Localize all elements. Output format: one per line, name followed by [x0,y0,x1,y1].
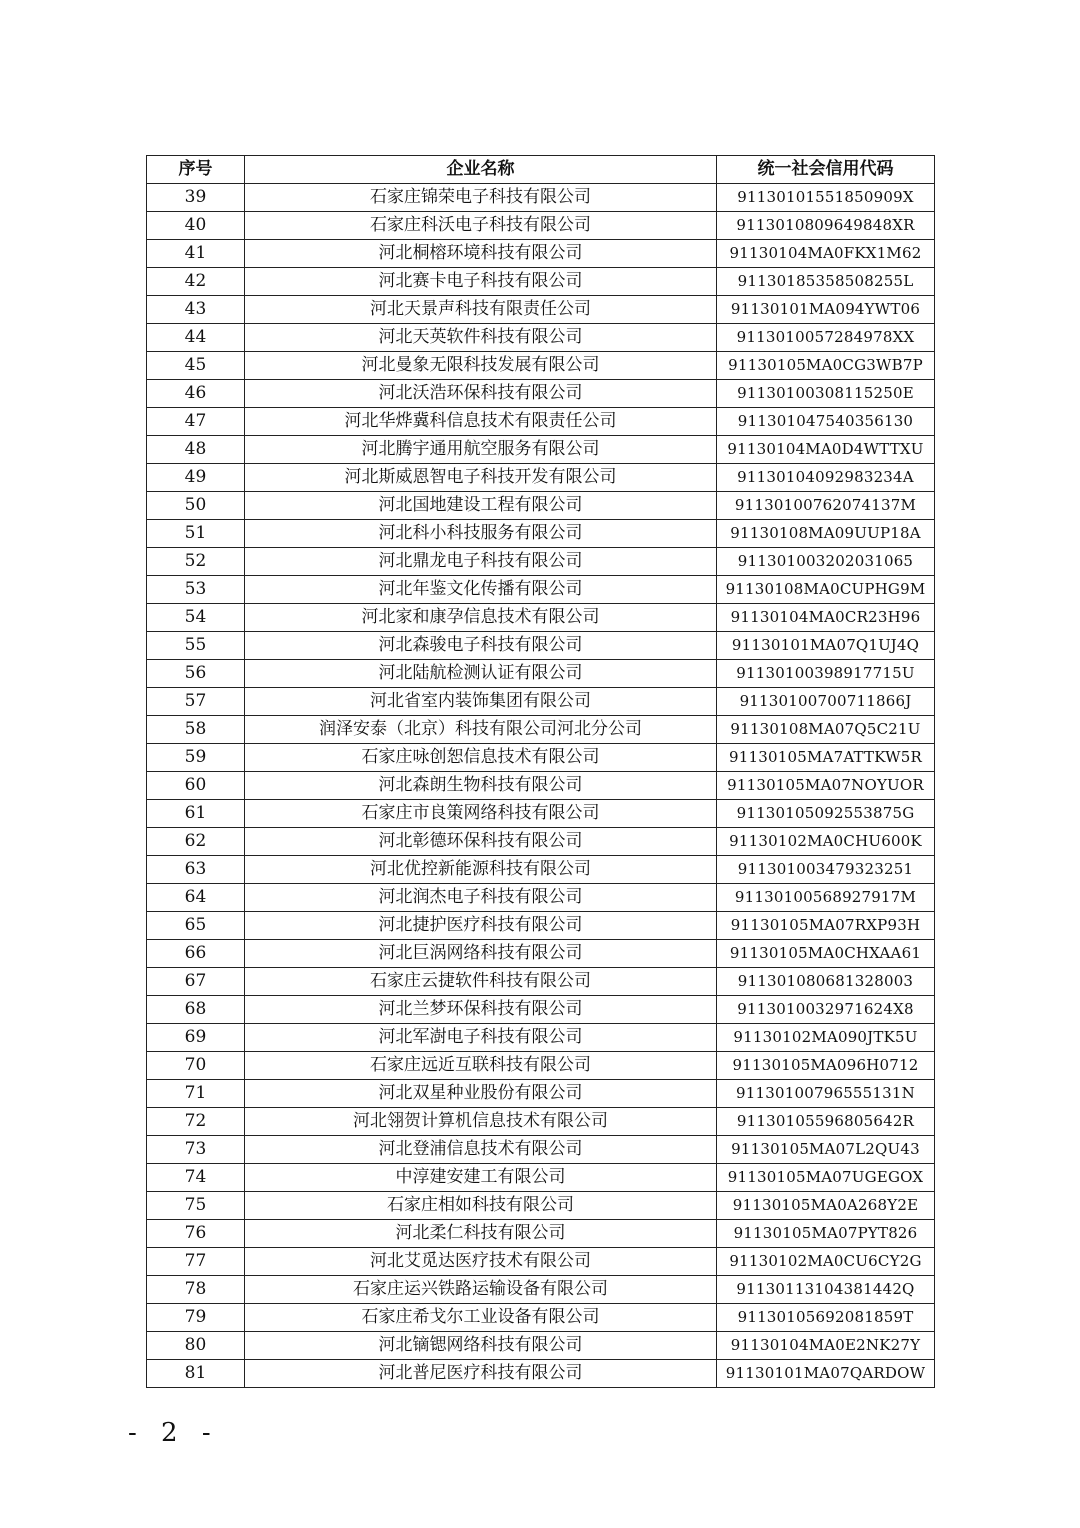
row-serial: 42 [147,268,245,296]
row-credit-code: 9113010809649848XR [717,212,935,240]
row-credit-code: 91130100700711866J [717,688,935,716]
row-serial: 65 [147,912,245,940]
row-credit-code: 91130100762074137M [717,492,935,520]
table-row [147,660,935,688]
row-company-name: 河北优控新能源科技有限公司 [245,856,717,884]
row-credit-code: 91130105596805642R [717,1108,935,1136]
row-company-name: 河北艾觅达医疗技术有限公司 [245,1248,717,1276]
row-serial: 62 [147,828,245,856]
row-serial: 61 [147,800,245,828]
table-row [147,996,935,1024]
row-company-name: 河北润杰电子科技有限公司 [245,884,717,912]
row-serial: 74 [147,1164,245,1192]
table-row [147,912,935,940]
table-row [147,548,935,576]
row-serial: 45 [147,352,245,380]
row-credit-code: 91130105MA07RXP93H [717,912,935,940]
row-credit-code: 91130101MA07QARDOW [717,1360,935,1388]
table-row [147,380,935,408]
row-credit-code: 91130104MA0D4WTTXU [717,436,935,464]
row-company-name: 河北军澍电子科技有限公司 [245,1024,717,1052]
row-serial: 48 [147,436,245,464]
row-credit-code: 91130104MA0E2NK27Y [717,1332,935,1360]
row-serial: 64 [147,884,245,912]
table-row [147,1108,935,1136]
table-row [147,352,935,380]
row-company-name: 河北镝锶网络科技有限公司 [245,1332,717,1360]
row-company-name: 河北腾宇通用航空服务有限公司 [245,436,717,464]
table-body [147,184,935,1388]
row-credit-code: 91130105MA07PYT826 [717,1220,935,1248]
row-company-name: 润泽安泰（北京）科技有限公司河北分公司 [245,716,717,744]
row-serial: 77 [147,1248,245,1276]
row-credit-code: 91130185358508255L [717,268,935,296]
row-credit-code: 91130105MA07UGEGOX [717,1164,935,1192]
row-company-name: 石家庄云捷软件科技有限公司 [245,968,717,996]
row-serial: 66 [147,940,245,968]
row-serial: 41 [147,240,245,268]
row-serial: 59 [147,744,245,772]
table-row [147,688,935,716]
row-company-name: 河北国地建设工程有限公司 [245,492,717,520]
table-row [147,576,935,604]
row-company-name: 河北双星种业股份有限公司 [245,1080,717,1108]
row-credit-code: 911301003479323251 [717,856,935,884]
row-credit-code: 911301047540356130 [717,408,935,436]
row-serial: 58 [147,716,245,744]
row-company-name: 河北科小科技服务有限公司 [245,520,717,548]
table-row [147,716,935,744]
table-row [147,1276,935,1304]
row-serial: 68 [147,996,245,1024]
table-row [147,744,935,772]
row-company-name: 石家庄远近互联科技有限公司 [245,1052,717,1080]
row-company-name: 河北鼎龙电子科技有限公司 [245,548,717,576]
row-credit-code: 91130108MA07Q5C21U [717,716,935,744]
row-credit-code: 91130105092553875G [717,800,935,828]
table-row [147,884,935,912]
row-credit-code: 91130101551850909X [717,184,935,212]
row-credit-code: 91130105692081859T [717,1304,935,1332]
table-row [147,1024,935,1052]
row-company-name: 石家庄咏创恕信息技术有限公司 [245,744,717,772]
row-serial: 56 [147,660,245,688]
row-credit-code: 91130105MA0A268Y2E [717,1192,935,1220]
row-company-name: 河北翎贺计算机信息技术有限公司 [245,1108,717,1136]
row-serial: 46 [147,380,245,408]
row-credit-code: 91130108MA0CUPHG9M [717,576,935,604]
row-credit-code: 9113010032971624X8 [717,996,935,1024]
page-number: - 2 - [128,1418,219,1448]
table-row [147,1332,935,1360]
row-serial: 79 [147,1304,245,1332]
row-serial: 39 [147,184,245,212]
table-row [147,1164,935,1192]
table-row [147,268,935,296]
row-credit-code: 91130101MA07Q1UJ4Q [717,632,935,660]
row-serial: 40 [147,212,245,240]
table-row [147,1360,935,1388]
row-company-name: 河北陆航检测认证有限公司 [245,660,717,688]
row-serial: 49 [147,464,245,492]
row-credit-code: 91130101MA094YWT06 [717,296,935,324]
table-row [147,800,935,828]
row-credit-code: 91130105MA0CHXAA61 [717,940,935,968]
row-company-name: 河北家和康孕信息技术有限公司 [245,604,717,632]
table-row [147,828,935,856]
table-row [147,1080,935,1108]
row-company-name: 河北年鉴文化传播有限公司 [245,576,717,604]
row-serial: 80 [147,1332,245,1360]
row-serial: 54 [147,604,245,632]
row-credit-code: 91130105MA07NOYUOR [717,772,935,800]
table-row [147,184,935,212]
row-credit-code: 91130104MA0CR23H96 [717,604,935,632]
row-credit-code: 91130105MA0CG3WB7P [717,352,935,380]
row-company-name: 石家庄希戈尔工业设备有限公司 [245,1304,717,1332]
row-serial: 73 [147,1136,245,1164]
table-row [147,492,935,520]
table-row [147,968,935,996]
row-credit-code: 91130108MA09UUP18A [717,520,935,548]
row-credit-code: 91130102MA090JTK5U [717,1024,935,1052]
table-row [147,1304,935,1332]
row-credit-code: 91130100796555131N [717,1080,935,1108]
table-row [147,240,935,268]
row-serial: 72 [147,1108,245,1136]
row-credit-code: 91130102MA0CHU600K [717,828,935,856]
row-company-name: 石家庄锦荣电子科技有限公司 [245,184,717,212]
row-credit-code: 91130104092983234A [717,464,935,492]
table-header-row [147,156,935,184]
table-row [147,464,935,492]
table-row [147,940,935,968]
row-company-name: 河北桐榕环境科技有限公司 [245,240,717,268]
row-serial: 57 [147,688,245,716]
table-row [147,296,935,324]
table-row [147,604,935,632]
row-company-name: 河北天英软件科技有限公司 [245,324,717,352]
table-row [147,520,935,548]
row-serial: 78 [147,1276,245,1304]
table-row [147,408,935,436]
row-credit-code: 91130100308115250E [717,380,935,408]
row-company-name: 石家庄运兴铁路运输设备有限公司 [245,1276,717,1304]
row-serial: 76 [147,1220,245,1248]
row-company-name: 石家庄相如科技有限公司 [245,1192,717,1220]
row-credit-code: 91130113104381442Q [717,1276,935,1304]
header-credit-code: 统一社会信用代码 [717,156,935,184]
row-company-name: 河北柔仁科技有限公司 [245,1220,717,1248]
row-company-name: 河北普尼医疗科技有限公司 [245,1360,717,1388]
row-credit-code: 9113010057284978XX [717,324,935,352]
row-serial: 50 [147,492,245,520]
row-serial: 63 [147,856,245,884]
row-serial: 47 [147,408,245,436]
row-credit-code: 91130105MA096H0712 [717,1052,935,1080]
row-company-name: 河北兰梦环保科技有限公司 [245,996,717,1024]
enterprise-table [146,155,935,1388]
row-company-name: 中淳建安建工有限公司 [245,1164,717,1192]
row-company-name: 石家庄科沃电子科技有限公司 [245,212,717,240]
row-credit-code: 91130102MA0CU6CY2G [717,1248,935,1276]
row-company-name: 河北华烨冀科信息技术有限责任公司 [245,408,717,436]
row-company-name: 河北天景声科技有限责任公司 [245,296,717,324]
row-serial: 52 [147,548,245,576]
header-serial: 序号 [147,156,245,184]
row-serial: 71 [147,1080,245,1108]
row-company-name: 河北捷护医疗科技有限公司 [245,912,717,940]
row-credit-code: 911301080681328003 [717,968,935,996]
row-credit-code: 91130100568927917M [717,884,935,912]
row-serial: 53 [147,576,245,604]
table-row [147,1136,935,1164]
row-credit-code: 91130105MA07L2QU43 [717,1136,935,1164]
row-serial: 69 [147,1024,245,1052]
table-row [147,1220,935,1248]
table-row [147,772,935,800]
row-serial: 51 [147,520,245,548]
row-serial: 44 [147,324,245,352]
row-company-name: 河北曼象无限科技发展有限公司 [245,352,717,380]
row-serial: 70 [147,1052,245,1080]
table-row [147,324,935,352]
table-row [147,212,935,240]
row-credit-code: 91130105MA7ATTKW5R [717,744,935,772]
row-serial: 60 [147,772,245,800]
table-row [147,632,935,660]
row-serial: 81 [147,1360,245,1388]
table-row [147,1052,935,1080]
row-company-name: 河北彰德环保科技有限公司 [245,828,717,856]
table-row [147,436,935,464]
row-serial: 43 [147,296,245,324]
row-company-name: 河北登浦信息技术有限公司 [245,1136,717,1164]
row-company-name: 河北斯威恩智电子科技开发有限公司 [245,464,717,492]
row-credit-code: 911301003202031065 [717,548,935,576]
row-serial: 55 [147,632,245,660]
row-company-name: 石家庄市良策网络科技有限公司 [245,800,717,828]
table-row [147,1192,935,1220]
header-company-name: 企业名称 [245,156,717,184]
row-company-name: 河北巨涡网络科技有限公司 [245,940,717,968]
row-company-name: 河北赛卡电子科技有限公司 [245,268,717,296]
row-company-name: 河北森骏电子科技有限公司 [245,632,717,660]
row-serial: 75 [147,1192,245,1220]
table-row [147,1248,935,1276]
row-company-name: 河北森朗生物科技有限公司 [245,772,717,800]
row-credit-code: 91130104MA0FKX1M62 [717,240,935,268]
row-credit-code: 91130100398917715U [717,660,935,688]
table-row [147,856,935,884]
row-company-name: 河北省室内装饰集团有限公司 [245,688,717,716]
row-serial: 67 [147,968,245,996]
row-company-name: 河北沃浩环保科技有限公司 [245,380,717,408]
